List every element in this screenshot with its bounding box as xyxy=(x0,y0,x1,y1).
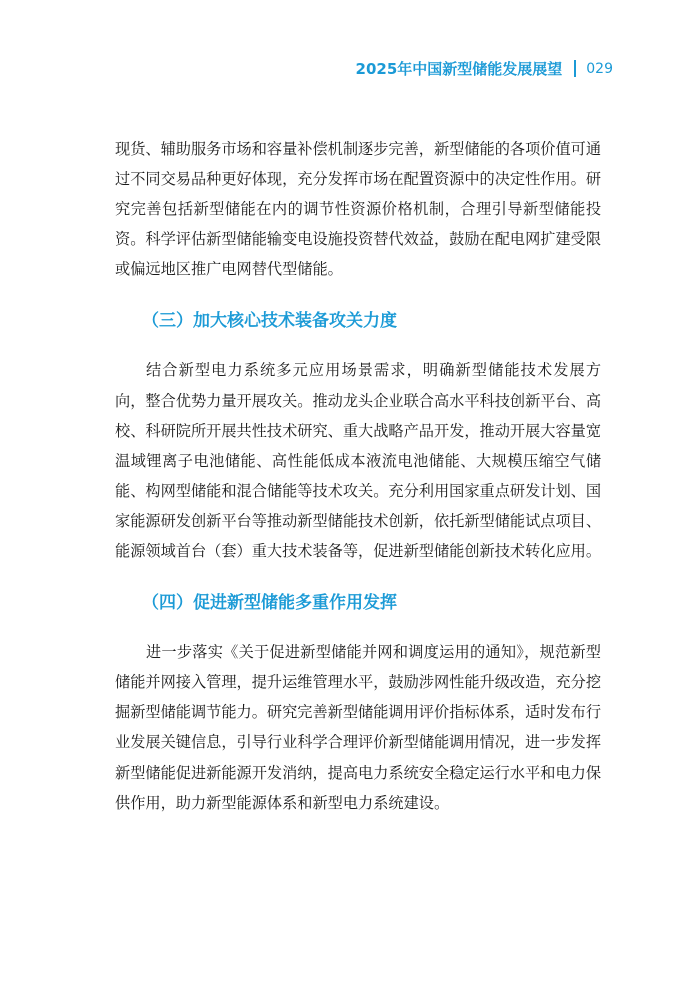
page-body xyxy=(115,134,601,818)
section-heading-3: （三）加大核心技术装备攻关力度 xyxy=(142,311,397,332)
header-divider xyxy=(574,60,576,77)
paragraph-multiple-roles: 进一步落实《关于促进新型储能并网和调度运用的通知》，规范新型储能并网接入管理，提升运维管理水平，鼓励涉网性能升级改造，充分挖掘新型储能调节能力。研究完善新型储能调用评价指标体系，适时发布行业发展关键信息，引导行业科学合理评价新型储能调用情况，进一步发挥新型储能促进新能源开发消纳，提高电力系统安全稳定运行水平和电力保供作用，助力新型能源体系和新型电力系统建设。 xyxy=(115,643,601,812)
page-number: 029 xyxy=(586,60,613,77)
section-heading-4: （四）促进新型储能多重作用发挥 xyxy=(142,593,397,614)
paragraph-tech-equipment: 结合新型电力系统多元应用场景需求，明确新型储能技术发展方向，整合优势力量开展攻关。推动龙头企业联合高水平科技创新平台、高校、科研院所开展共性技术研究、重大战略产品开发，推动开展大容量宽温域锂离子电池储能、高性能低成本液流电池储能、大规模压缩空气储能、构网型储能和混合储能等技术攻关。充分利用国家重点研发计划、国家能源研发创新平台等推动新型储能技术创新，依托新型储能试点项目、能源领域首台（套）重大技术装备等，促进新型储能创新技术转化应用。 xyxy=(115,361,601,561)
publication-title: 2025年中国新型储能发展展望 xyxy=(355,60,563,78)
paragraph-continuation: 现货、辅助服务市场和容量补偿机制逐步完善，新型储能的各项价值可通过不同交易品种更好体现，充分发挥市场在配置资源中的决定性作用。研究完善包括新型储能在内的调节性资源价格机制，合理引导新型储能投资。科学评估新型储能输变电设施投资替代效益，鼓励在配电网扩建受限或偏远地区推广电网替代型储能。 xyxy=(115,140,601,279)
running-header xyxy=(356,58,613,79)
